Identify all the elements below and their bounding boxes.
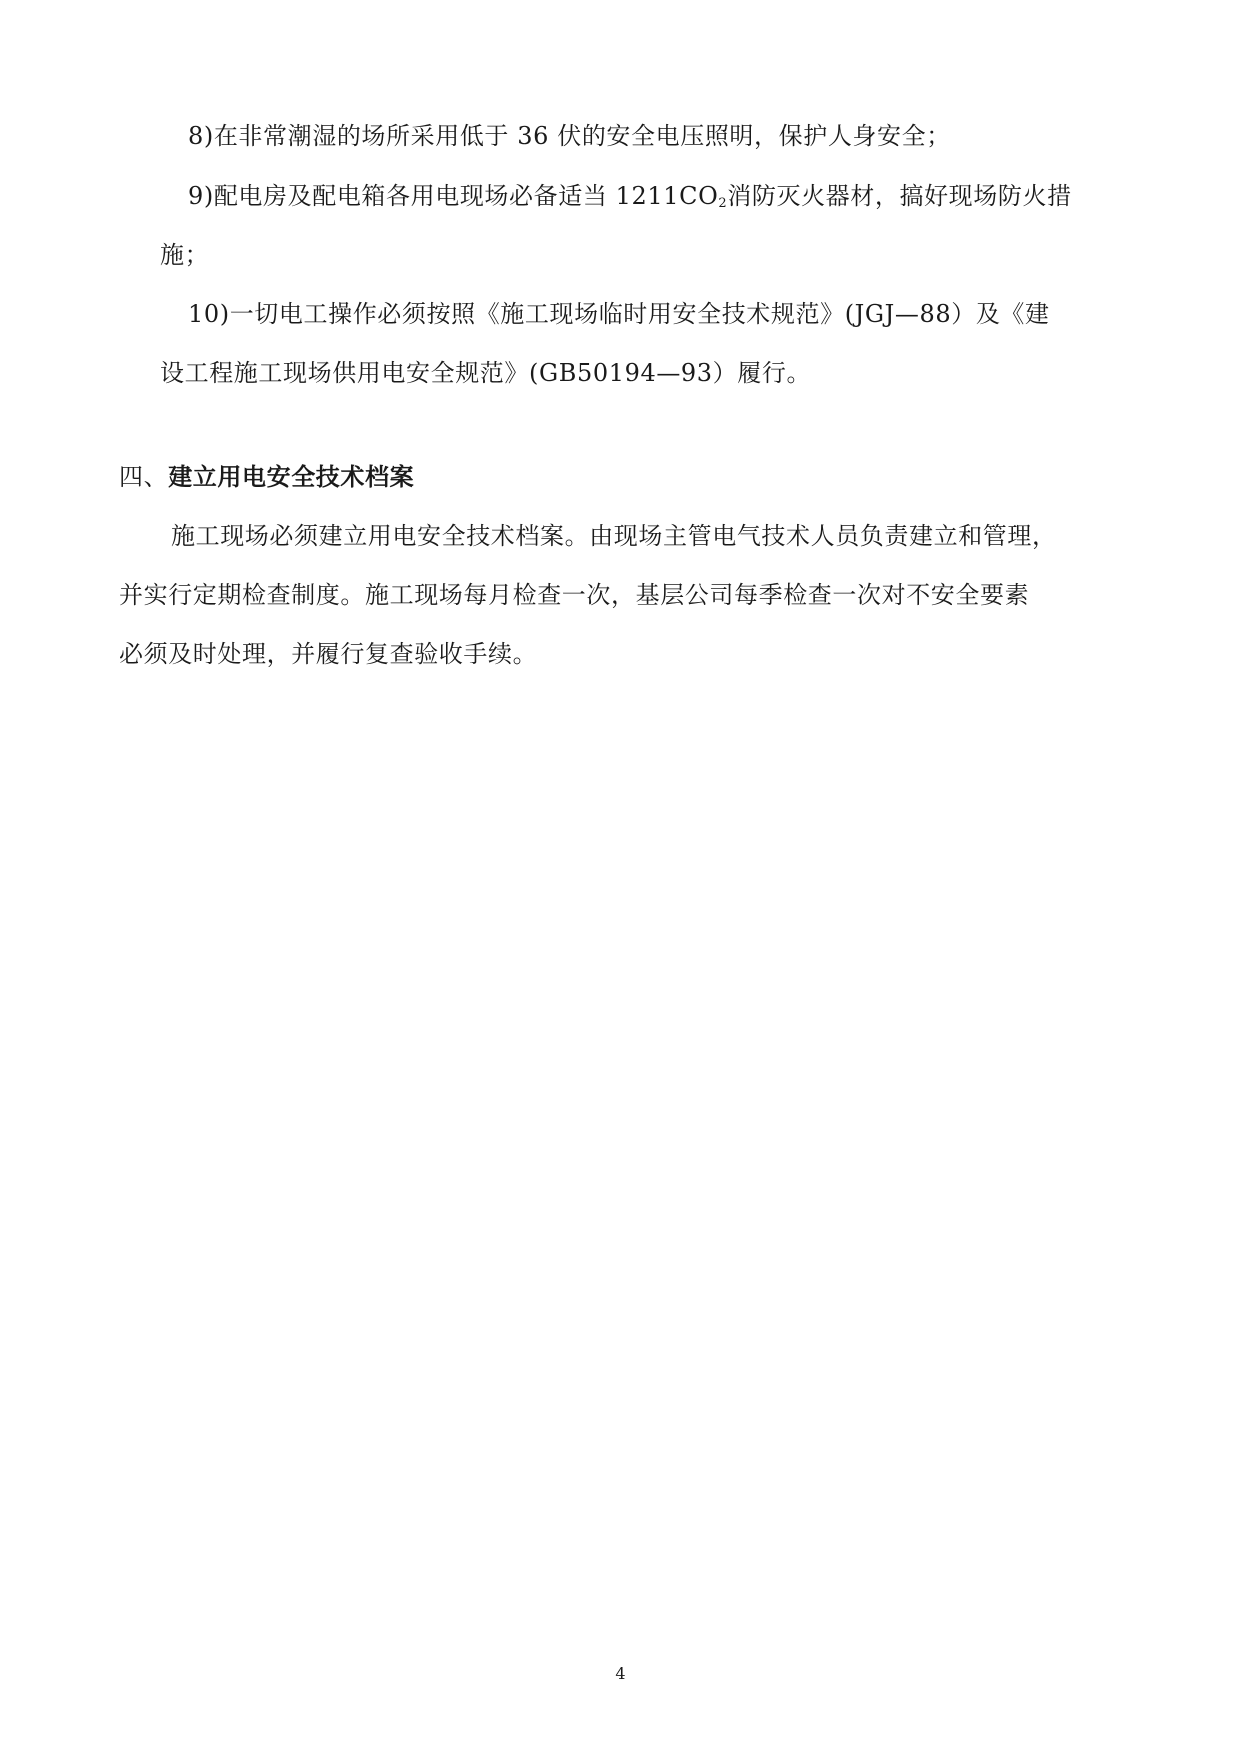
paragraph-line-3 bbox=[119, 639, 537, 669]
paragraph-text-3: 必须及时处理，并履行复查验收手续。 bbox=[119, 640, 538, 668]
list-item-10-text-continued: 设工程施工现场供用电安全规范》(GB50194—93）履行。 bbox=[160, 359, 812, 387]
paragraph-line-2 bbox=[119, 580, 1029, 610]
list-item-10-text: 10)一切电工操作必须按照《施工现场临时用安全技术规范》(JGJ—88）及《建 bbox=[188, 300, 1050, 328]
section-heading bbox=[119, 462, 414, 492]
list-item-10 bbox=[188, 299, 1050, 329]
section-number: 四、 bbox=[119, 463, 169, 491]
list-item-9-text-end: 消防灭火器材，搞好现场防火措 bbox=[727, 182, 1072, 210]
list-item-9 bbox=[188, 181, 1072, 211]
list-item-8-text: 8)在非常潮湿的场所采用低于 36 伏的安全电压照明，保护人身安全； bbox=[188, 122, 951, 150]
list-item-10-continued bbox=[160, 358, 811, 388]
co2-subscript: 2 bbox=[718, 196, 728, 211]
page-number: 4 bbox=[615, 1664, 626, 1683]
list-item-9-text-start: 9)配电房及配电箱各用电现场必备适当 1211CO bbox=[188, 182, 719, 210]
paragraph-text-1: 施工现场必须建立用电安全技术档案。由现场主管电气技术人员负责建立和管理， bbox=[171, 522, 1057, 550]
section-title: 建立用电安全技术档案 bbox=[168, 463, 415, 491]
list-item-9-text-continued: 施； bbox=[160, 241, 210, 269]
paragraph-text-2: 并实行定期检查制度。施工现场每月检查一次，基层公司每季检查一次对不安全要素 bbox=[119, 581, 1030, 609]
list-item-9-continued bbox=[160, 240, 209, 270]
paragraph-line-1 bbox=[171, 521, 1057, 551]
list-item-8 bbox=[188, 121, 951, 151]
